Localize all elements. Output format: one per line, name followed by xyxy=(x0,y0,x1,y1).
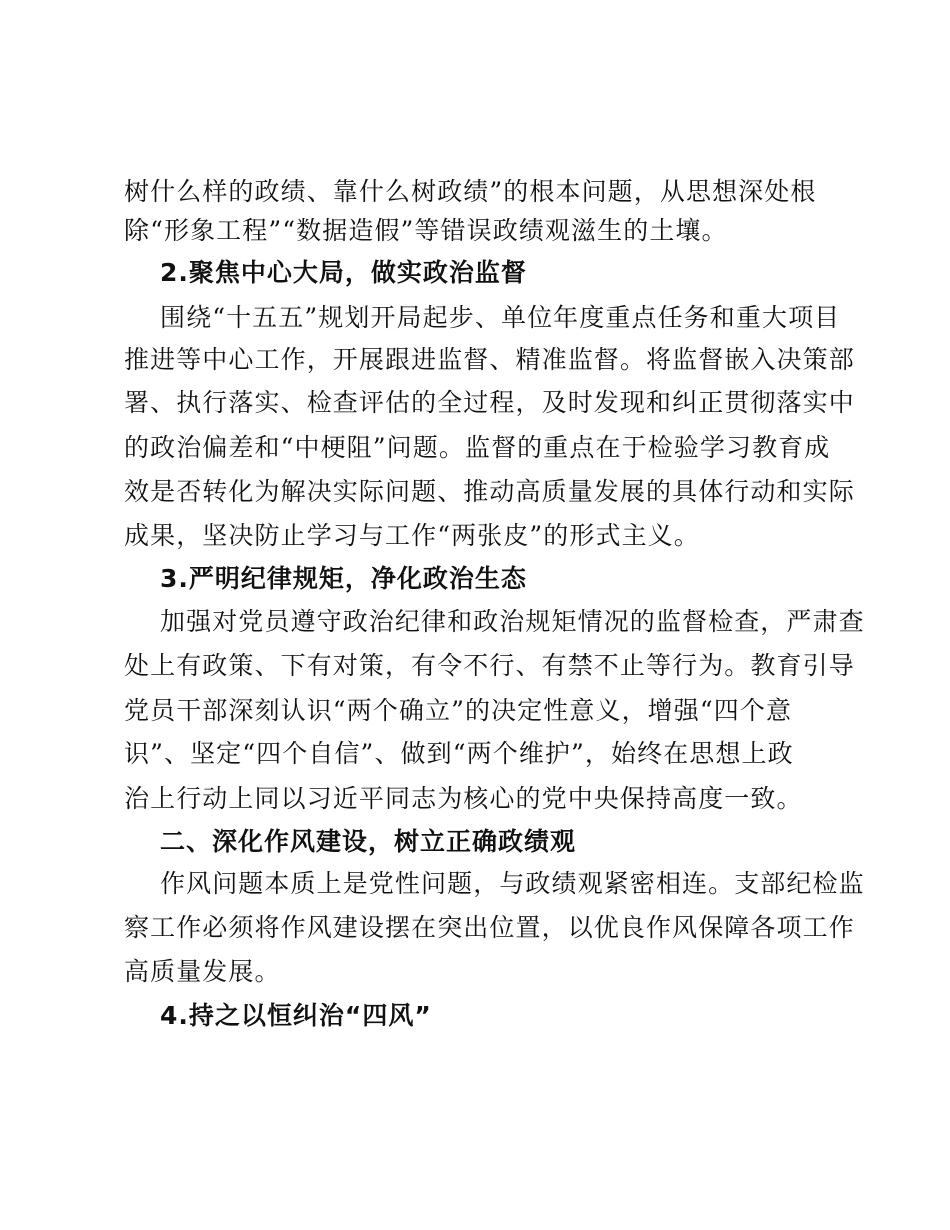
body-text-line: 识”、坚定“四个自信”、做到“两个维护”，始终在思想上政 xyxy=(124,739,794,768)
body-text-line: 察工作必须将作风建设摆在突出位置，以优良作风保障各项工作 xyxy=(124,913,855,942)
body-text-line: 党员干部深刻认识“两个确立”的决定性意义，增强“四个意 xyxy=(124,696,793,725)
body-text-line: 效是否转化为解决实际问题、推动高质量发展的具体行动和实际 xyxy=(124,477,855,506)
subsection-heading: 4.持之以恒纠治“四风” xyxy=(160,1001,432,1030)
body-text-line: 除“形象工程”“数据造假”等错误政绩观滋生的土壤。 xyxy=(124,216,728,245)
body-text-line: 处上有政策、下有对策，有令不行、有禁不止等行为。教育引导 xyxy=(124,651,855,680)
paragraph-first-line: 加强对党员遵守政治纪律和政治规矩情况的监督检查，严肃查 xyxy=(160,607,865,636)
body-text-line: 成果，坚决防止学习与工作“两张皮”的形式主义。 xyxy=(124,521,700,550)
subsection-heading: 2.聚焦中心大局，做实政治监督 xyxy=(160,258,527,287)
subsection-heading: 3.严明纪律规矩，净化政治生态 xyxy=(160,564,527,593)
body-text-line: 高质量发展。 xyxy=(124,957,281,986)
paragraph-first-line: 作风问题本质上是党性问题，与政绩观紧密相连。支部纪检监 xyxy=(160,869,865,898)
body-text-line: 署、执行落实、检查评估的全过程，及时发现和纠正贯彻落实中 xyxy=(124,388,855,417)
body-text-line: 治上行动上同以习近平同志为核心的党中央保持高度一致。 xyxy=(124,784,803,813)
body-text-line: 的政治偏差和“中梗阻”问题。监督的重点在于检验学习教育成 xyxy=(124,433,831,462)
section-heading: 二、深化作风建设，树立正确政绩观 xyxy=(160,827,577,856)
body-text-line: 树什么样的政绩、靠什么树政绩”的根本问题，从思想深处根 xyxy=(124,177,817,206)
paragraph-first-line: 围绕“十五五”规划开局起步、单位年度重点任务和重大项目 xyxy=(160,303,841,332)
body-text-line: 推进等中心工作，开展跟进监督、精准监督。将监督嵌入决策部 xyxy=(124,345,855,374)
